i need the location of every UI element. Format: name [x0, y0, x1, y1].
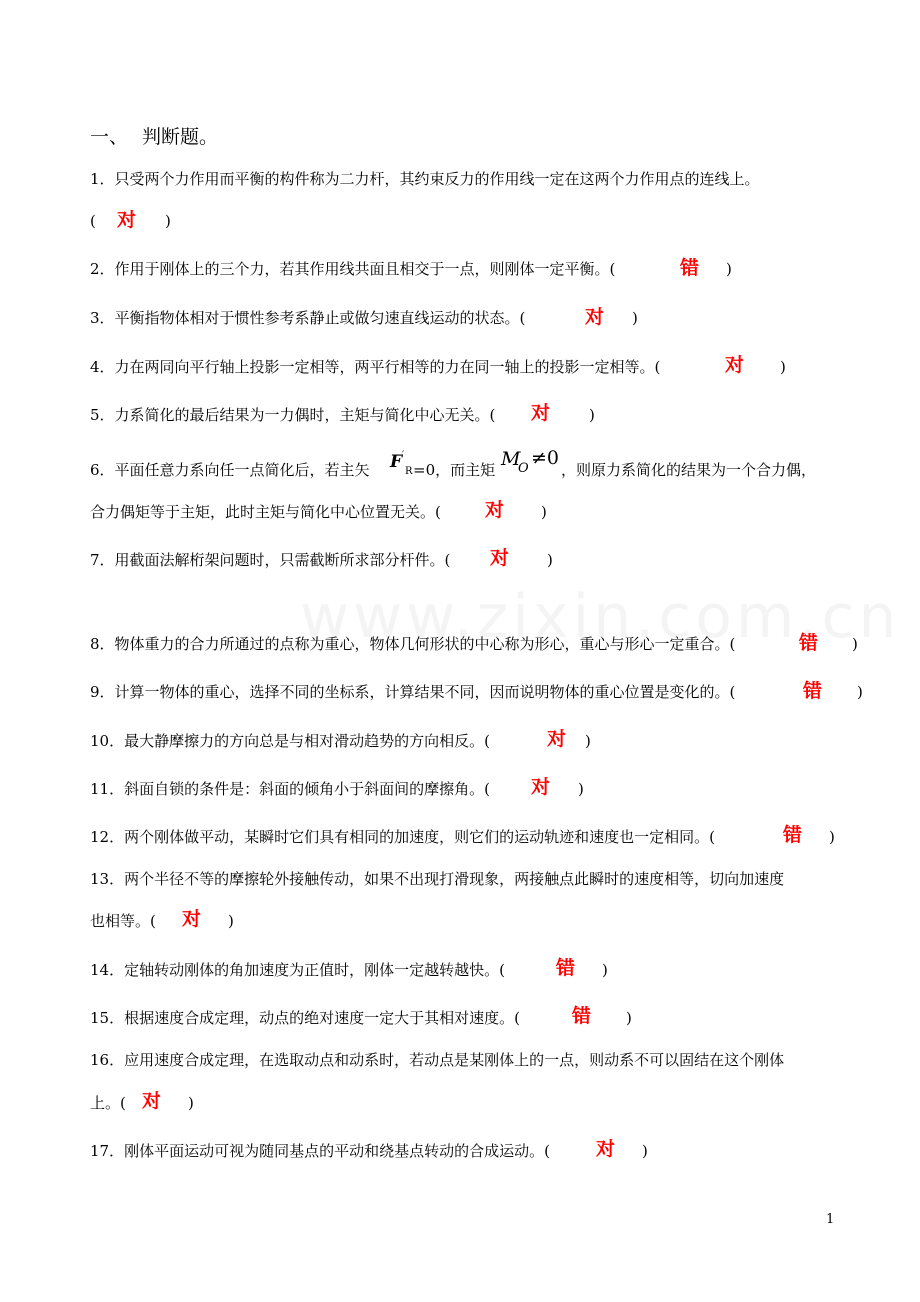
question-2-text: 2．作用于刚体上的三个力，若其作用线共面且相交于一点，则刚体一定平衡。( [90, 260, 616, 278]
question-2-close-paren: ) [726, 260, 732, 278]
section-heading [90, 122, 218, 149]
question-8-close-paren: ) [852, 635, 858, 653]
main-moment-subscript: O [518, 461, 529, 476]
question-6-text-a: 6．平面任意力系向任一点简化后，若主矢 [90, 461, 370, 479]
question-3-close-paren: ) [632, 309, 638, 327]
question-12-close-paren: ) [829, 828, 835, 846]
question-5-close-paren: ) [589, 406, 595, 424]
question-1-text: 1．只受两个力作用而平衡的构件称为二力杆，其约束反力的作用线一定在这两个力作用点的连线上。 [90, 170, 760, 188]
question-16-text-b: 上。( [90, 1094, 126, 1112]
page-number: 1 [826, 1212, 835, 1227]
question-16-close-paren: ) [188, 1094, 194, 1112]
main-moment-M-symbol: M [501, 448, 521, 470]
question-10-close-paren: ) [585, 732, 591, 750]
question-17-close-paren: ) [642, 1142, 648, 1160]
question-8-text: 8．物体重力的合力所通过的点称为重心，物体几何形状的中心称为形心，重心与形心一定重合。( [90, 635, 736, 653]
question-15-close-paren: ) [626, 1009, 632, 1027]
question-13-answer: 对 [182, 908, 202, 930]
question-11-close-paren: ) [578, 780, 584, 798]
question-6-text-b: =0，而主矩 [413, 461, 496, 479]
question-13-text-b: 也相等。( [90, 912, 156, 930]
question-15-text: 15．根据速度合成定理，动点的绝对速度一定大于其相对速度。( [90, 1009, 520, 1027]
question-7-answer: 对 [490, 547, 510, 569]
question-13-close-paren: ) [228, 912, 234, 930]
question-1-answer: 对 [117, 209, 137, 231]
main-vector-F-symbol: F [390, 452, 403, 472]
main-vector-subscript: R [405, 466, 413, 477]
question-17-answer: 对 [596, 1138, 616, 1160]
question-13-text-a: 13．两个半径不等的摩擦轮外接触传动，如果不出现打滑现象，两接触点此瞬时的速度相等，切向加速度 [90, 870, 785, 888]
question-12-answer: 错 [783, 824, 803, 846]
question-14-close-paren: ) [602, 961, 608, 979]
question-5-answer: 对 [531, 402, 551, 424]
question-5-text: 5．力系简化的最后结果为一力偶时，主矩与简化中心无关。( [90, 406, 496, 424]
question-6-text-d: 合力偶矩等于主矩，此时主矩与简化中心位置无关。( [90, 503, 441, 521]
question-17-text: 17．刚体平面运动可视为随同基点的平动和绕基点转动的合成运动。( [90, 1142, 550, 1160]
question-9-text: 9．计算一物体的重心，选择不同的坐标系，计算结果不同，因而说明物体的重心位置是变化的。( [90, 683, 736, 701]
question-1-close-paren: ) [165, 212, 171, 230]
question-3-answer: 对 [585, 306, 605, 328]
question-3-text: 3．平衡指物体相对于惯性参考系静止或做匀速直线运动的状态。( [90, 309, 526, 327]
question-15-answer: 错 [572, 1005, 592, 1027]
question-12-text: 12．两个刚体做平动，某瞬时它们具有相同的加速度，则它们的运动轨迹和速度也一定相同。( [90, 828, 715, 846]
section-title: 判断题。 [142, 126, 219, 148]
question-2-answer: 错 [680, 257, 700, 279]
section-number: 一、 [90, 126, 129, 148]
question-11-answer: 对 [531, 776, 551, 798]
question-16-text-a: 16．应用速度合成定理，在选取动点和动系时，若动点是某刚体上的一点，则动系不可以固结在这个刚体 [90, 1051, 785, 1069]
question-7-close-paren: ) [547, 551, 553, 569]
question-6-answer: 对 [485, 499, 505, 521]
question-8-answer: 错 [799, 632, 819, 654]
question-16-answer: 对 [142, 1090, 162, 1112]
question-9-close-paren: ) [857, 683, 863, 701]
main-moment-not-zero: ≠0 [531, 447, 560, 469]
question-14-answer: 错 [556, 957, 576, 979]
question-4-text: 4．力在两同向平行轴上投影一定相等，两平行相等的力在同一轴上的投影一定相等。( [90, 358, 661, 376]
question-7-text: 7．用截面法解桁架问题时，只需截断所求部分杆件。( [90, 551, 451, 569]
question-10-answer: 对 [547, 728, 567, 750]
question-4-answer: 对 [725, 354, 745, 376]
question-11-text: 11．斜面自锁的条件是：斜面的倾角小于斜面间的摩擦角。( [90, 780, 490, 798]
question-6-text-c: ，则原力系简化的结果为一个合力偶， [561, 461, 817, 479]
question-6-close-paren: ) [541, 503, 547, 521]
main-vector-prime: ′ [402, 450, 405, 461]
question-14-text: 14．定轴转动刚体的角加速度为正值时，刚体一定越转越快。( [90, 961, 505, 979]
question-4-close-paren: ) [780, 358, 786, 376]
question-10-text: 10．最大静摩擦力的方向总是与相对滑动趋势的方向相反。( [90, 732, 490, 750]
question-9-answer: 错 [803, 680, 823, 702]
question-1-open-paren: ( [90, 212, 96, 230]
